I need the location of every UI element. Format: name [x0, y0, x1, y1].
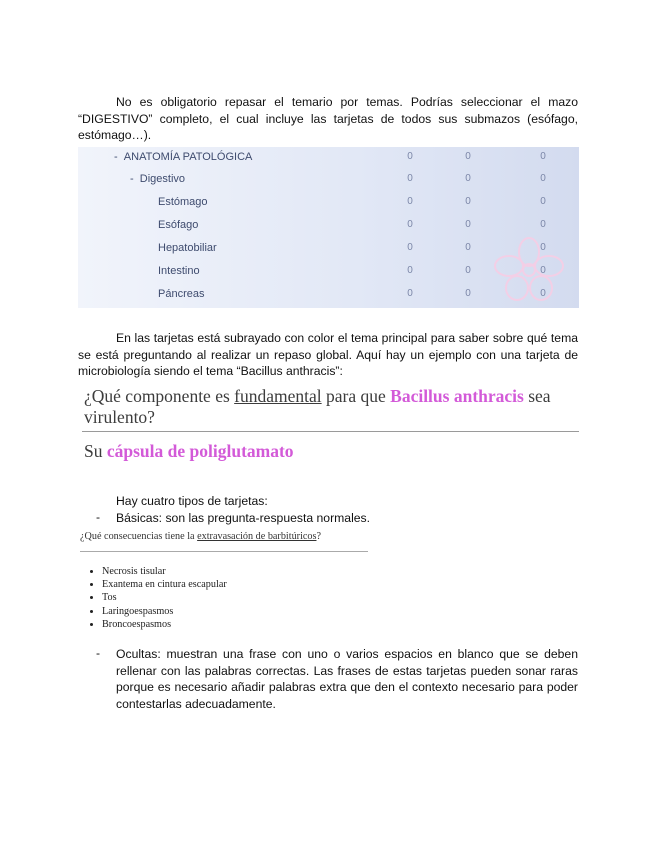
- deck-count-learn: 0: [465, 242, 471, 253]
- deck-name: - Digestivo: [130, 173, 186, 185]
- type-basic: Básicas: son las pregunta-respuesta normales.: [116, 511, 371, 525]
- deck-list-screenshot: [78, 147, 579, 308]
- deck-row[interactable]: [78, 169, 579, 191]
- list-item: • Exantema en cintura escapular: [102, 578, 227, 591]
- answer-highlight: cápsula de poliglutamato: [106, 441, 294, 461]
- card-types-intro: Hay cuatro tipos de tarjetas:: [116, 494, 268, 508]
- underlined-topic: extravasación de barbitúricos: [197, 531, 317, 542]
- deck-count-learn: 0: [465, 196, 471, 207]
- deck-count-new: 0: [407, 173, 413, 184]
- deck-count-new: 0: [407, 151, 413, 162]
- card-divider: [82, 431, 579, 432]
- deck-count-new: 0: [407, 196, 413, 207]
- list-dash: -: [96, 510, 101, 524]
- deck-count-due: 0: [540, 242, 546, 253]
- deck-count-new: 0: [407, 288, 413, 299]
- intro-paragraph: No es obligatorio repasar el temario por temas. Podrías seleccionar el mazo “DIGESTIVO” completo, el cual incluye las tarjetas de todos sus submazos (esófago, estómago…).: [78, 95, 578, 142]
- deck-count-due: 0: [540, 173, 546, 184]
- deck-name: Hepatobiliar: [158, 242, 217, 254]
- list-item: • Tos: [102, 591, 227, 604]
- card2-divider: [80, 551, 368, 552]
- topic-highlight: Bacillus anthracis: [390, 386, 524, 406]
- deck-count-due: 0: [540, 265, 546, 276]
- deck-count-learn: 0: [465, 151, 471, 162]
- deck-count-new: 0: [407, 265, 413, 276]
- deck-count-new: 0: [407, 242, 413, 253]
- card-question: ¿Qué componente es fundamental para que Bacillus anthracis sea virulento?: [84, 386, 551, 427]
- deck-count-new: 0: [407, 219, 413, 230]
- deck-count-due: 0: [540, 196, 546, 207]
- deck-name: - ANATOMÍA PATOLÓGICA: [114, 151, 253, 163]
- list-item: • Broncoespasmos: [102, 618, 227, 631]
- underlined-word: fundamental: [234, 386, 322, 406]
- deck-count-learn: 0: [465, 219, 471, 230]
- type-hidden: Ocultas: muestran una frase con uno o varios espacios en blanco que se deben rellenar con las palabras correctas. Las frases de estas tarjetas pueden sonar raras porque es necesario añadir palabras extra que den el contexto necesario para poder contestarlas adecuadamente.: [116, 647, 578, 711]
- list-dash: -: [96, 646, 101, 660]
- deck-name: Estómago: [158, 196, 208, 208]
- deck-row[interactable]: [78, 192, 579, 214]
- deck-count-learn: 0: [465, 288, 471, 299]
- deck-count-due: 0: [540, 288, 546, 299]
- deck-count-learn: 0: [465, 265, 471, 276]
- deck-count-due: 0: [540, 151, 546, 162]
- deck-row[interactable]: [78, 147, 579, 169]
- flower-decoration-icon: [493, 236, 565, 302]
- deck-name: Esófago: [158, 219, 199, 231]
- deck-count-due: 0: [540, 219, 546, 230]
- card2-answer-list: [80, 565, 227, 631]
- list-item: • Laringoespasmos: [102, 605, 227, 618]
- deck-row[interactable]: [78, 215, 579, 237]
- deck-name: Páncreas: [158, 288, 205, 300]
- topic-paragraph: En las tarjetas está subrayado con color el tema principal para saber sobre qué tema se está preguntando al realizar un repaso global. Aquí hay un ejemplo con una tarjeta de microbiología siendo el tema “Bacillus anthracis”:: [78, 331, 578, 378]
- card2-question: ¿Qué consecuencias tiene la extravasación de barbitúricos?: [80, 531, 322, 542]
- list-item: • Necrosis tisular: [102, 565, 227, 578]
- card-answer: Su cápsula de poliglutamato: [84, 441, 294, 461]
- deck-count-learn: 0: [465, 173, 471, 184]
- deck-name: Intestino: [158, 265, 200, 277]
